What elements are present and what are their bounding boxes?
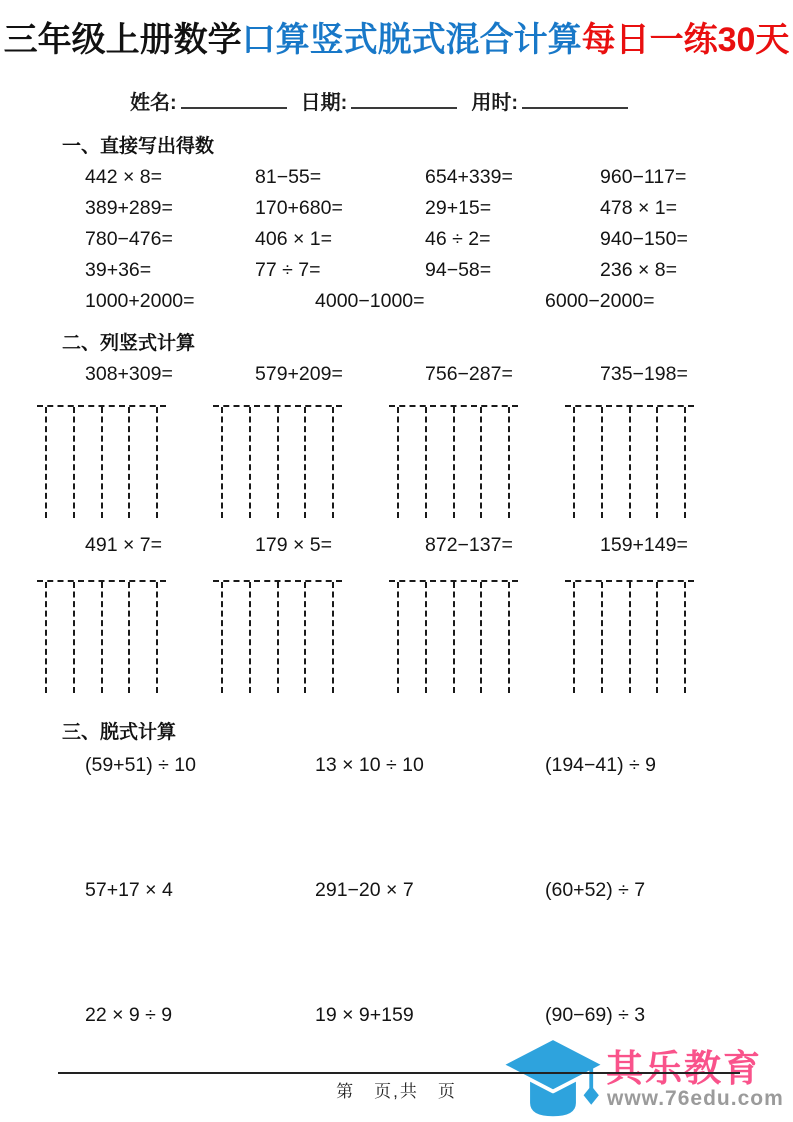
problem: 389+289= [85,197,173,219]
oral-row [85,290,793,312]
problem: 406 × 1= [255,228,332,250]
problem: 6000−2000= [545,290,655,312]
footer-rule [58,1072,740,1074]
name-label: 姓名: [130,92,177,114]
title-grade-part: 三年级上册数学 [3,21,242,59]
problem: 478 × 1= [600,197,677,219]
title-topic-part: 口算竖式脱式混合计算 [241,21,582,59]
time-blank-line [522,92,628,109]
page-title [0,0,793,60]
problem: 491 × 7= [85,534,162,556]
problem: 57+17 × 4 [85,879,173,901]
problem: 780−476= [85,228,173,250]
problem: 872−137= [425,534,513,556]
date-blank-line [351,92,457,109]
problem: 308+309= [85,363,173,385]
problem: 46 ÷ 2= [425,228,491,250]
problem: 940−150= [600,228,688,250]
problem: 236 × 8= [600,259,677,281]
vertical-calc-grid-row [37,580,793,693]
problem: 442 × 8= [85,166,162,188]
problem: 77 ÷ 7= [255,259,321,281]
problem: (59+51) ÷ 10 [85,754,196,776]
problem: 735−198= [600,363,688,385]
vertical-calc-grid [565,580,694,693]
problem: 39+36= [85,259,152,281]
vertical-calc-grid [37,580,166,693]
title-daily-part: 每日一练30天 [581,21,790,59]
brand-url: www.76edu.com [607,1087,784,1110]
vertical-calc-grid [389,405,518,518]
problem: 579+209= [255,363,343,385]
vertical-calc-grid [213,580,342,693]
problem: 654+339= [425,166,513,188]
problem: 1000+2000= [85,290,195,312]
section-vertical-heading: 二、列竖式计算 [62,333,196,354]
oral-row [85,197,793,219]
info-line [130,86,793,115]
time-label: 用时: [471,92,519,114]
name-blank-line [181,92,287,109]
problem: 29+15= [425,197,492,219]
problem: 756−287= [425,363,513,385]
problem: 960−117= [600,166,687,188]
problem: 291−20 × 7 [315,879,414,901]
vertical-calc-grid-row [37,405,793,518]
vertical-calc-grid [389,580,518,693]
problem: (194−41) ÷ 9 [545,754,656,776]
vertical-calc-grid [213,405,342,518]
offform-row [85,1004,793,1026]
page-number-text: 第 页,共 页 [336,1082,457,1101]
problem: 179 × 5= [255,534,332,556]
problem: 22 × 9 ÷ 9 [85,1004,173,1026]
problem: 13 × 10 ÷ 10 [315,754,424,776]
problem: 159+149= [600,534,688,556]
offform-row [85,754,793,776]
date-label: 日期: [300,92,348,114]
problem: (60+52) ÷ 7 [545,879,646,901]
vertical-calc-grid [565,405,694,518]
vertical-problem-row [85,363,793,385]
problem: 81−55= [255,166,322,188]
problem: 4000−1000= [315,290,425,312]
problem: (90−69) ÷ 3 [545,1004,646,1026]
problem: 170+680= [255,197,343,219]
graduation-cap-icon [494,1036,612,1122]
section-oral-heading: 一、直接写出得数 [62,136,215,157]
problem: 94−58= [425,259,492,281]
brand-name: 其乐教育 [606,1048,762,1089]
problem: 19 × 9+159 [315,1004,414,1026]
vertical-calc-grid [37,405,166,518]
oral-row [85,228,793,250]
section-offform-heading: 三、脱式计算 [62,722,177,743]
oral-row [85,259,793,281]
offform-row [85,879,793,901]
oral-row [85,166,793,188]
vertical-problem-row [85,534,793,556]
